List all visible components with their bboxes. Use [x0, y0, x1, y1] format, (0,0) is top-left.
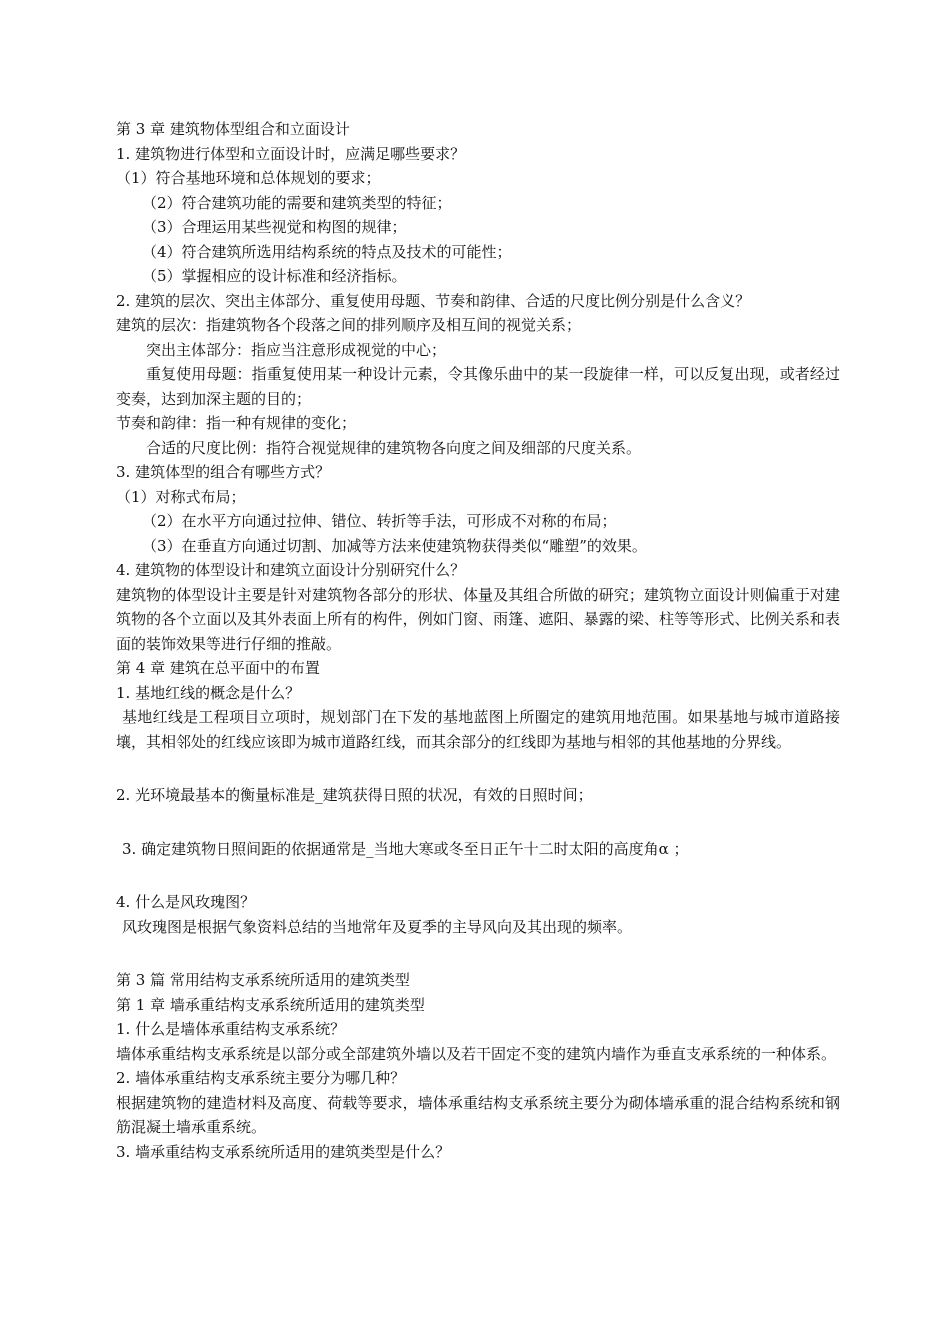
definition-paragraph: 节奏和韵律：指一种有规律的变化； [116, 414, 357, 432]
answer-paragraph: 风玫瑰图是根据气象资料总结的当地常年及夏季的主导风向及其出现的频率。 [122, 917, 633, 936]
answer-item: （1）对称式布局； [116, 487, 246, 506]
definition-paragraph: 突出主体部分：指应当注意形成视觉的中心； [146, 340, 447, 359]
definition-paragraph: 重复使用母题：指重复使用某一种设计元素，令其像乐曲中的某一段旋律一样，可以反复出现，或者经过变奏，达到加深主题的目的； [116, 365, 840, 408]
question-2: 2. 建筑的层次、突出主体部分、重复使用母题、节奏和韵律、合适的尺度比例分别是什么含义？ [116, 291, 751, 310]
question-4: 4. 什么是风玫瑰图？ [116, 893, 256, 911]
document-page [116, 117, 840, 1164]
answer-item: （3）在垂直方向通过切割、加减等方法来使建筑物获得类似“雕塑”的效果。 [142, 536, 647, 555]
answer-item: （5）掌握相应的设计标准和经济指标。 [142, 267, 407, 285]
question-2: 2. 墙体承重结构支承系统主要分为哪几种？ [116, 1069, 406, 1087]
spacer [116, 939, 840, 968]
answer-item: （4）符合建筑所选用结构系统的特点及技术的可能性； [142, 242, 512, 261]
answer-paragraph: 根据建筑物的建造材料及高度、荷载等要求，墙体承重结构支承系统主要分为砌体墙承重的混合结构系统和钢筋混凝土墙承重系统。 [116, 1093, 840, 1136]
chapter-1-heading: 第 1 章 墙承重结构支承系统所适用的建筑类型 [116, 995, 425, 1014]
answer-paragraph: 建筑物的体型设计主要是针对建筑物各部分的形状、体量及其组合所做的研究；建筑物立面设计则偏重于对建筑物的各个立面以及其外表面上所有的构件，例如门窗、雨篷、遮阳、暴露的梁、柱等等形式、比例关系和表面的装饰效果等进行仔细的推敲。 [116, 585, 840, 653]
chapter-3-heading: 第 3 章 建筑物体型组合和立面设计 [116, 120, 350, 138]
question-1: 1. 建筑物进行体型和立面设计时，应满足哪些要求？ [116, 144, 466, 163]
definition-paragraph: 建筑的层次：指建筑物各个段落之间的排列顺序及相互间的视觉关系； [116, 316, 582, 334]
fill-in-question-3: 3. 确定建筑物日照间距的依据通常是_当地大寒或冬至日正午十二时太阳的高度角α ； [122, 839, 689, 858]
question-3: 3. 墙承重结构支承系统所适用的建筑类型是什么？ [116, 1142, 451, 1161]
chapter-4-heading: 第 4 章 建筑在总平面中的布置 [116, 659, 320, 677]
part-3-heading: 第 3 篇 常用结构支承系统所适用的建筑类型 [116, 971, 410, 989]
answer-item: （3）合理运用某些视觉和构图的规律； [142, 218, 407, 236]
question-3: 3. 建筑体型的组合有哪些方式？ [116, 463, 331, 481]
answer-item: （2）在水平方向通过拉伸、错位、转折等手法，可形成不对称的布局； [142, 512, 617, 530]
answer-item: （1）符合基地环境和总体规划的要求； [116, 169, 381, 187]
answer-paragraph: 墙体承重结构支承系统是以部分或全部建筑外墙以及若干固定不变的建筑内墙作为垂直支承系统的一种体系。 [116, 1044, 837, 1063]
question-1: 1. 基地红线的概念是什么？ [116, 683, 301, 702]
spacer [116, 754, 840, 783]
definition-paragraph: 合适的尺度比例：指符合视觉规律的建筑物各向度之间及细部的尺度关系。 [146, 438, 642, 457]
question-4: 4. 建筑物的体型设计和建筑立面设计分别研究什么？ [116, 561, 466, 579]
spacer [116, 861, 840, 890]
fill-in-question-2: 2. 光环境最基本的衡量标准是_建筑获得日照的状况，有效的日照时间； [116, 786, 593, 804]
answer-paragraph: 基地红线是工程项目立项时，规划部门在下发的基地蓝图上所圈定的建筑用地范围。如果基地与城市道路接壤，其相邻处的红线应该即为城市道路红线，而其余部分的红线即为基地与相邻的其他基地的分界线。 [116, 708, 840, 751]
answer-item: （2）符合建筑功能的需要和建筑类型的特征； [142, 193, 452, 212]
spacer [116, 808, 840, 837]
question-1: 1. 什么是墙体承重结构支承系统？ [116, 1020, 346, 1038]
